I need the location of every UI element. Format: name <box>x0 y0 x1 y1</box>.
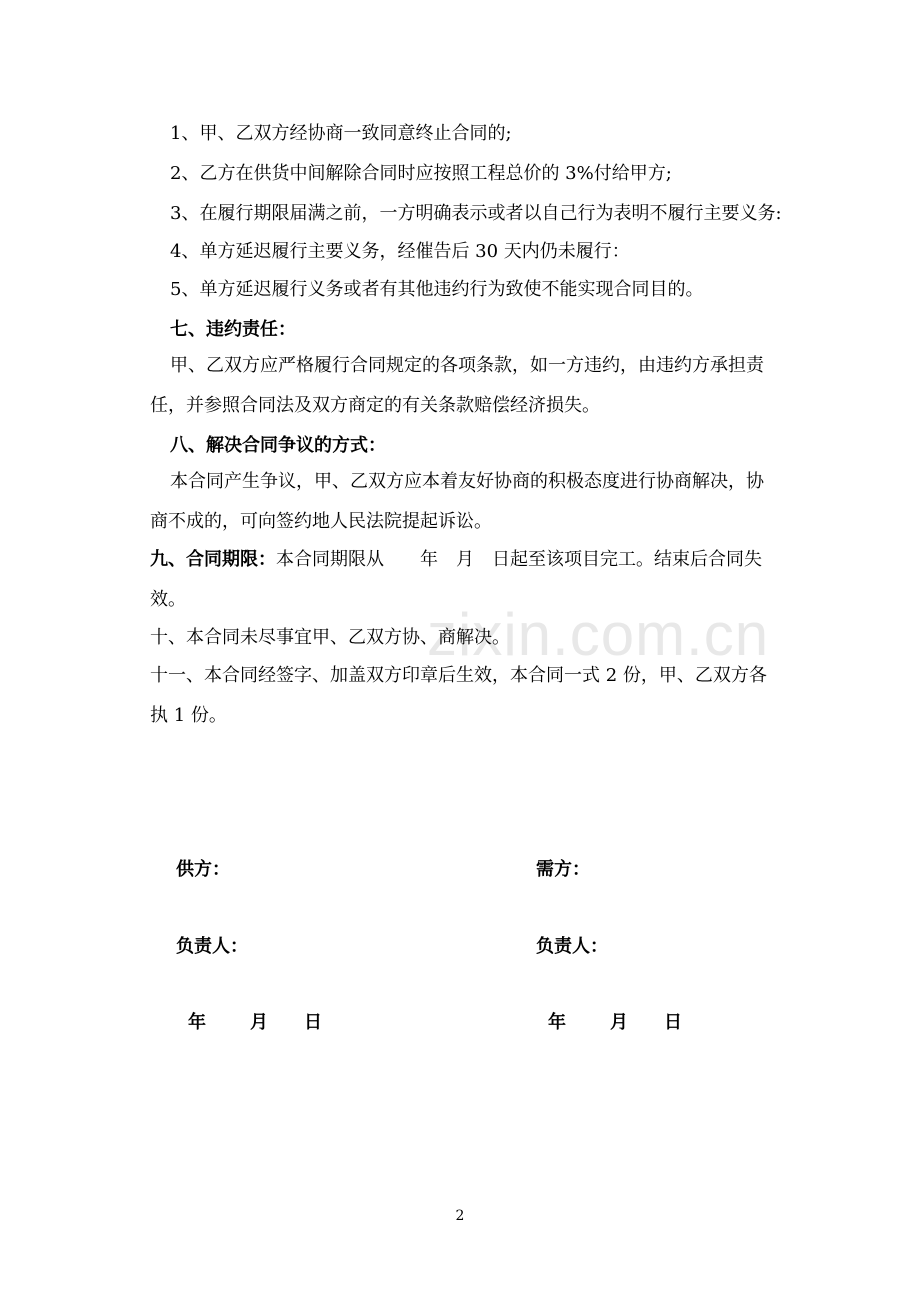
buyer-date <box>548 1013 682 1033</box>
supplier-date-year: 年 <box>188 1012 206 1033</box>
section10-line: 十、本合同未尽事宜甲、乙双方协、商解决。 <box>150 627 510 648</box>
section9-line2: 效。 <box>150 589 186 610</box>
section7-line2: 任，并参照合同法及双方商定的有关条款赔偿经济损失。 <box>150 395 600 416</box>
buyer-label: 需方： <box>536 859 590 880</box>
clause-3: 3、在履行期限届满之前，一方明确表示或者以自己行为表明不履行主要义务: <box>170 203 782 224</box>
clause-5: 5、单方延迟履行义务或者有其他违约行为致使不能实现合同目的。 <box>170 279 704 300</box>
supplier-date <box>188 1013 322 1033</box>
buyer-person-label: 负责人： <box>536 936 608 957</box>
clause-1: 1、甲、乙双方经协商一致同意终止合同的; <box>170 123 512 144</box>
clause-4: 4、单方延迟履行主要义务，经催告后 30 天内仍未履行： <box>170 241 630 262</box>
supplier-label: 供方： <box>176 859 230 880</box>
buyer-date-month: 月 <box>610 1012 628 1033</box>
section8-line2: 商不成的，可向签约地人民法院提起诉讼。 <box>150 511 492 532</box>
section9-heading: 九、合同期限： <box>150 549 276 570</box>
section8-line1: 本合同产生争议，甲、乙双方应本着友好协商的积极态度进行协商解决，协 <box>170 471 764 492</box>
supplier-date-day: 日 <box>304 1012 322 1033</box>
supplier-date-month: 月 <box>250 1012 268 1033</box>
section7-heading: 七、违约责任： <box>170 319 296 340</box>
section8-heading: 八、解决合同争议的方式： <box>170 435 386 456</box>
page-number: 2 <box>455 1208 465 1224</box>
watermark: zixin.com.cn <box>427 601 770 668</box>
section11-line2: 执 1 份。 <box>150 705 227 726</box>
section7-line1: 甲、乙双方应严格履行合同规定的各项条款，如一方违约，由违约方承担责 <box>170 355 764 376</box>
clause-2: 2、乙方在供货中间解除合同时应按照工程总价的 3%付给甲方; <box>170 163 672 184</box>
section11-line1: 十一、本合同经签字、加盖双方印章后生效，本合同一式 2 份，甲、乙双方各 <box>150 665 767 686</box>
section9-line1 <box>150 550 762 570</box>
supplier-person-label: 负责人： <box>176 936 248 957</box>
buyer-date-year: 年 <box>548 1012 566 1033</box>
buyer-date-day: 日 <box>664 1012 682 1033</box>
section9-line1-rest: 本合同期限从 年 月 日起至该项目完工。结束后合同失 <box>276 549 762 570</box>
